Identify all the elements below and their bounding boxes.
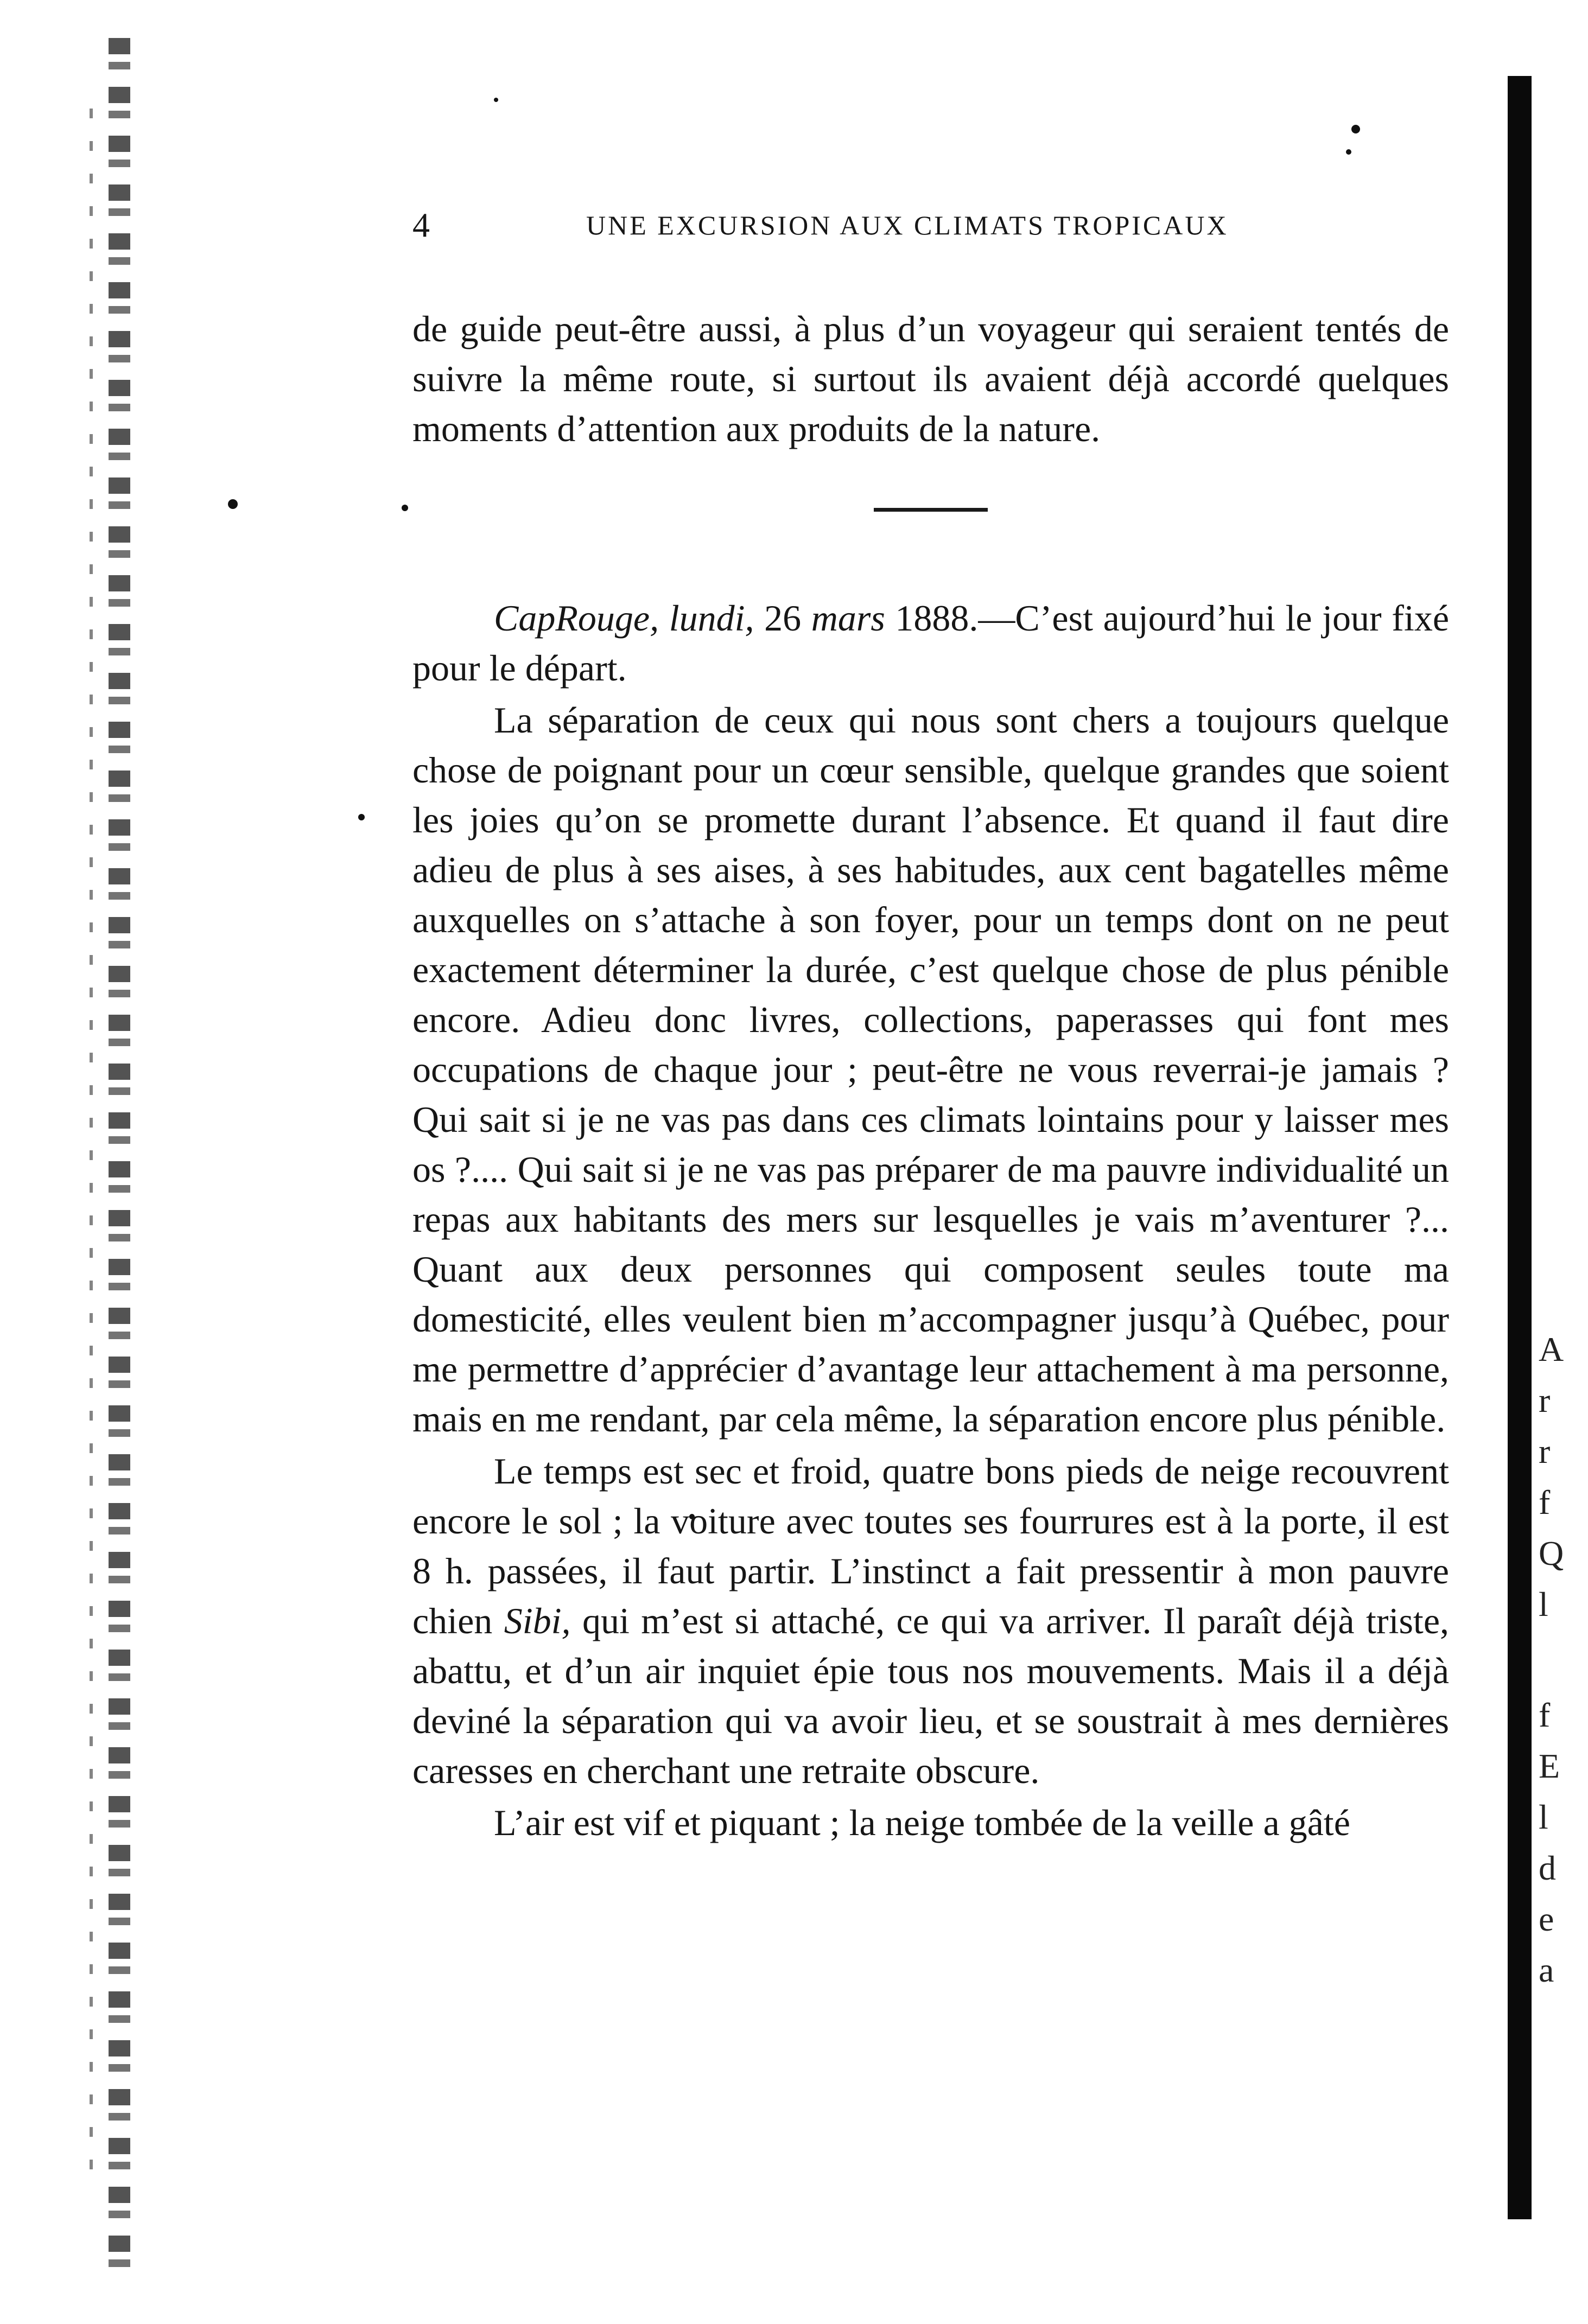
adjacent-letter: l [1539, 1798, 1548, 1836]
adjacent-letter: d [1539, 1849, 1556, 1887]
adjacent-letter: Q [1539, 1534, 1564, 1572]
binding-edge-thin [90, 109, 93, 2170]
intro-paragraph: de guide peut-être aussi, à plus d’un voyageur qui seraient tentés de suivre la même route, si surtout ils avaient déjà accordé quelques moments d’attention aux produits de la nature. [412, 308, 1449, 449]
entry-month: mars [811, 597, 885, 639]
entry-place: CapRouge, [494, 597, 659, 639]
adjacent-letter: E [1539, 1747, 1560, 1785]
page-edge-shadow [1508, 76, 1532, 2219]
entry-day-number: 26 [764, 597, 802, 639]
paragraph-departure [412, 1446, 1449, 1795]
adjacent-letter: f [1539, 1696, 1551, 1734]
section-rule [874, 508, 988, 512]
paragraph-departure-text-2: qui m’est si attaché, ce qui va arriver. Il paraît déjà triste, abattu, et d’un air inquiet épie tous nos mouvements. Mais il a déjà deviné la séparation qui va avoir lieu, et se soustrait à mes dernières caresses en cherchant une retraite obscure. [412, 1600, 1449, 1791]
paragraph-air: L’air est vif et piquant ; la neige tombée de la veille a gâté [494, 1802, 1350, 1843]
paragraph-departure-text: Le temps est sec et froid, quatre bons pieds de neige recouvrent encore le sol ; la voiture avec toutes ses fourrures est à la porte, il est 8 h. passées, il faut partir. L’instinct a fait pressentir à mon pauvre chien [412, 1450, 1449, 1641]
running-head [412, 190, 1498, 260]
entry-day: lundi, [669, 597, 754, 639]
adjacent-letter: A [1539, 1330, 1564, 1368]
entry-rest: 1888.—C’est aujourd’hui le jour fixé pour le départ. [412, 597, 1450, 689]
adjacent-letter: l [1539, 1585, 1548, 1623]
page-number: 4 [412, 206, 430, 244]
adjacent-page-fragment [1539, 1324, 1571, 1996]
adjacent-letter: r [1539, 1432, 1551, 1470]
scan-speck [402, 505, 408, 511]
diary-entry-heading [412, 593, 1449, 693]
paragraph-separation: La séparation de ceux qui nous sont chers a toujours quelque chose de poignant pour un cœur sensible, quelque grandes que soient les joies qu’on se promette durant l’absence. Et quand il faut dire adieu de plus à ses aises, à ses habitudes, aux cent bagatelles même auxquelles on s’attache à son foyer, pour un temps dont on ne peut exactement déterminer la durée, c’est quelque chose de plus pénible encore. Adieu donc livres, collections, paperasses qui font mes occupations de chaque jour ; peut-être ne vous reverrai-je jamais ? Qui sait si je ne vas pas dans ces climats lointains pour y laisser mes os ?.... Qui sait si je ne vas pas préparer de ma pauvre individualité un repas aux habitants des mers sur lesquelles je vais m’aventurer ?... Quant aux deux personnes qui composent seules toute ma domesticité, elles veulent bien m’accompagner jusqu’à Québec, pour me permettre d’apprécier d’avantage leur attachement à ma personne, mais en me rendant, par cela même, la séparation encore plus pénible. [412, 699, 1449, 1440]
binding-edge [109, 38, 130, 2268]
scan-speck [494, 98, 498, 102]
adjacent-letter: f [1539, 1483, 1551, 1521]
dog-name: Sibi, [504, 1600, 571, 1641]
page-body [412, 304, 1449, 1848]
adjacent-letter: r [1539, 1381, 1551, 1419]
adjacent-letter: a [1539, 1951, 1554, 1989]
scan-speck [358, 814, 365, 820]
scan-speck [228, 499, 238, 509]
scan-speck [1346, 149, 1351, 155]
adjacent-letter: e [1539, 1900, 1554, 1938]
running-title: UNE EXCURSION AUX CLIMATS TROPICAUX [586, 210, 1229, 240]
scan-speck [1351, 125, 1360, 133]
